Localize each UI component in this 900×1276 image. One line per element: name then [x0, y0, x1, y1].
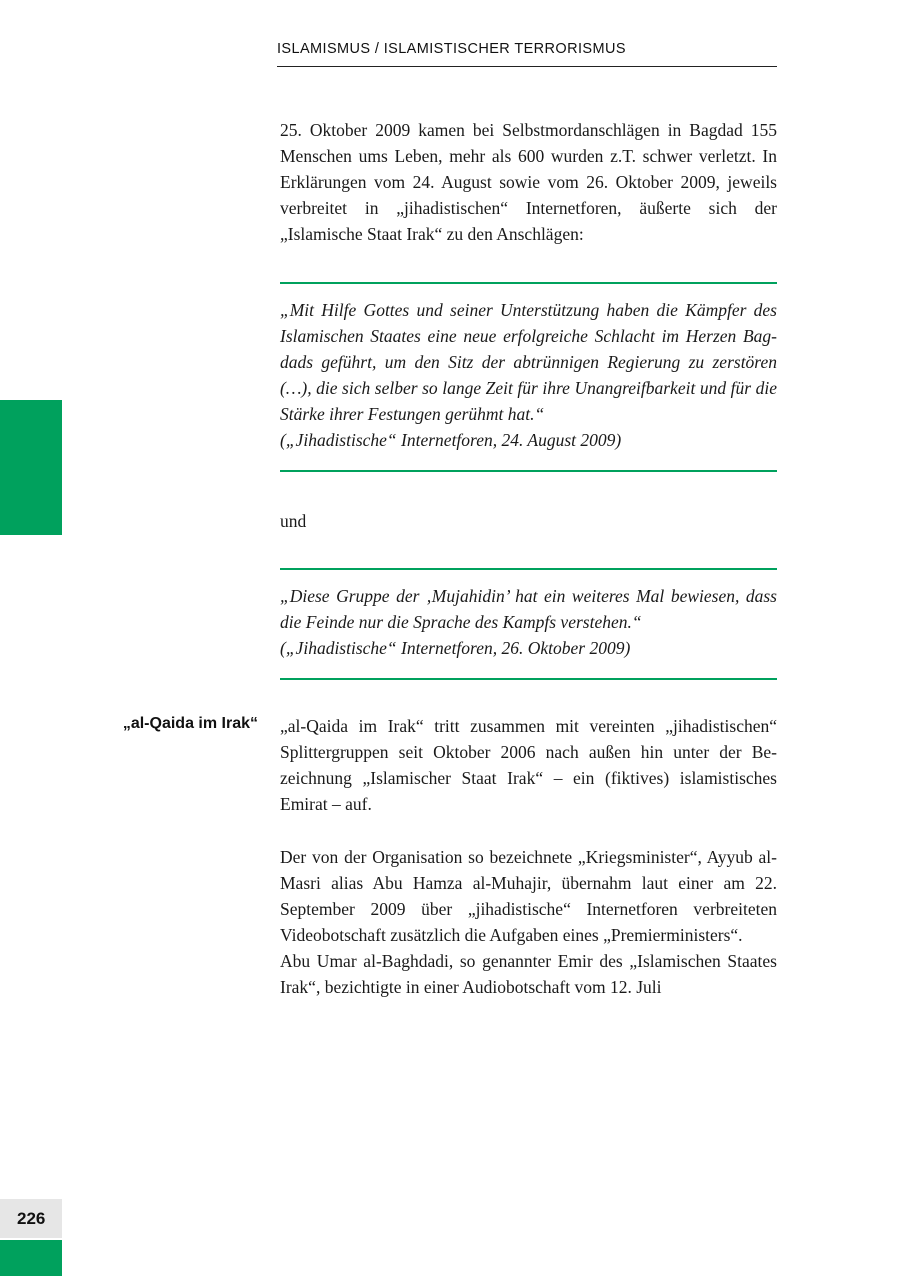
connector-text: und	[280, 511, 307, 531]
quote-block-2	[280, 568, 777, 680]
quote-2-source: („Jihadistische“ Internetforen, 26. Oktober 2009)	[280, 638, 631, 658]
paragraph-baghdadi: Abu Umar al-Baghdadi, so genannter Emir des „Islamischen Staates Irak“, bezichtigte in einer Audiobotschaft vom 12. Juli	[280, 951, 777, 997]
section-tab-marker	[0, 400, 62, 535]
main-text-column	[280, 117, 777, 1000]
bottom-green-marker	[0, 1240, 62, 1276]
page-number: 226	[17, 1209, 46, 1228]
paragraph-kriegsminister: Der von der Organisation so bezeichnete „Kriegsminister“, Ayyub al-Masri alias Abu Hamza al-Muhajir, übernahm laut einer am 22. September 2009 über „jihadistische“ Internetforen verbreiteten Videobotschaft zusätzlich die Aufgaben eines „Premierministers“.	[280, 847, 777, 945]
margin-label-al-qaida: „al-Qaida im Irak“	[122, 715, 258, 732]
quote-2-text: „Diese Gruppe der ‚Mujahidin’ hat ein weiteres Mal bewiesen, dass die Feinde nur die Sprache des Kampfs verstehen.“	[280, 586, 777, 632]
quote-1-text: „Mit Hilfe Gottes und seiner Unterstützung haben die Kämpfer des Islamischen Staates eine neue erfolgreiche Schlacht im Herzen Bagdads geführt, um den Sitz der abtrünnigen Regierung zu zerstören (…), die sich selber so lange Zeit für ihre Unangreifbarkeit und für die Stärke ihrer Festungen gerühmt hat.“	[280, 300, 777, 424]
paragraph-al-qaida-im-irak: „al-Qaida im Irak“ tritt zusammen mit vereinten „jihadistischen“ Splittergruppen seit Oktober 2006 nach außen hin unter der Bezeichnung „Islamischer Staat Irak“ – ein (fiktives) islamistisches Emirat – auf.	[280, 716, 777, 814]
running-head-title: ISLAMISMUS / ISLAMISTISCHER TERRORISMUS	[277, 41, 626, 57]
paragraph-intro: 25. Oktober 2009 kamen bei Selbstmordanschlägen in Bagdad 155 Menschen ums Leben, mehr als 600 wurden z.T. schwer verletzt. In Erklärungen vom 24. August sowie vom 26. Oktober 2009, jeweils verbreitet in „jihadistischen“ Internetforen, äußerte sich der „Islamische Staat Irak“ zu den Anschlägen:	[280, 120, 777, 244]
quote-block-1	[280, 282, 777, 472]
quote-1-source: („Jihadistische“ Internetforen, 24. August 2009)	[280, 430, 622, 450]
page-header	[277, 41, 777, 67]
page-number-box	[0, 1199, 62, 1238]
